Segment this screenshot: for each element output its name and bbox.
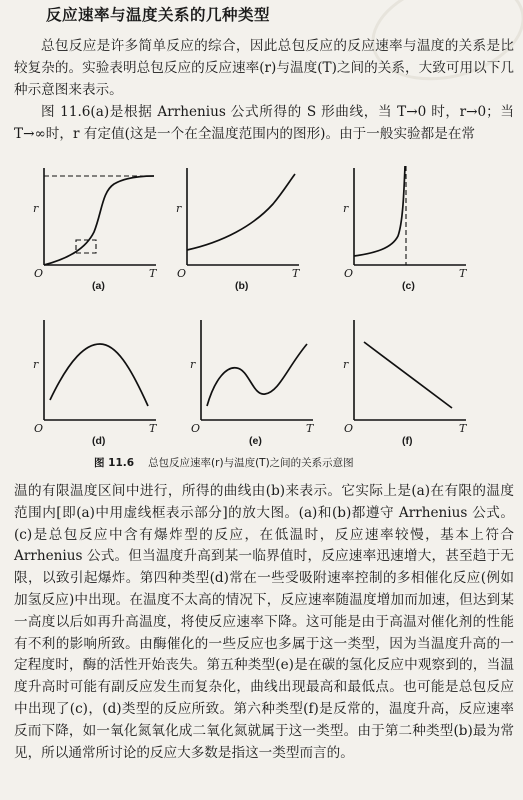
r-axis-label: r	[343, 358, 349, 371]
r-axis-label: r	[343, 202, 349, 215]
origin-label: O	[344, 267, 354, 280]
paragraph-figure-intro: 图 11.6(a)是根据 Arrhenius 公式所得的 S 形曲线，当 T→0 时，r→0；当 T→∞时，r 有定值(这是一个在全温度范围内的图形)。由于一般实验都是在常	[14, 104, 514, 142]
r-axis-label: r	[33, 358, 39, 371]
panel-a	[30, 160, 160, 292]
panel-b-plot	[173, 160, 303, 272]
figure-caption-text: 总包反应速率(r)与温度(T)之间的关系示意图	[148, 457, 354, 469]
zoom-box	[76, 240, 96, 253]
origin-label: O	[191, 422, 201, 435]
panel-b-label: (b)	[235, 280, 249, 292]
t-axis-label: T	[292, 267, 300, 280]
panel-a-label: (a)	[92, 280, 105, 292]
paragraph-explanation: 温的有限温度区间中进行，所得的曲线由(b)来表示。它实际上是(a)在有限的温度范围内[即(a)中用虚线框表示部分]的放大图。(a)和(b)都遵守 Arrhenius 公式。(c)是总包反应中含有爆炸型的反应，在低温时，反应速率较慢，基本上符合 Arrhenius 公式。但当温度升高到某一临界值时，反应速率迅速增大，甚至趋于无限，以致引起爆炸。第四种类型(d)常在一些受吸附速率控制的多相催化反应(例如加氢反应)中出现。在温度不太高的情况下，反应速率随温度增加而加速，但达到某一高度以后如再升高温度，将使反应速率下降。这可能是由于高温对催化剂的性能有不利的影响所致。由酶催化的一些反应也多属于这一类型，因为当温度升高的一定程度时，酶的活性开始丧失。第五种类型(e)是在碳的氢化反应中观察到的，当温度升高时可能有副反应发生而复杂化，曲线出现最高和最低点。也可能是总包反应中出现了(c)，(d)类型的反应所致。第六种类型(f)是反常的，温度升高，反应速率反而下降，如一氧化氮氧化成二氧化氮就属于这一类型。由于第二种类型(b)最为常见，所以通常所讨论的反应大多数是指这一类型而言的。	[14, 483, 514, 761]
panel-e-label: (e)	[249, 435, 262, 447]
panel-c	[340, 160, 470, 292]
panel-f-plot	[340, 318, 470, 430]
panel-d-label: (d)	[92, 435, 106, 447]
origin-label: O	[344, 422, 354, 435]
t-axis-label: T	[459, 267, 467, 280]
r-axis-label: r	[190, 358, 196, 371]
figure-number: 图 11.6	[94, 457, 135, 469]
explosion-curve	[354, 166, 405, 256]
figure-caption	[94, 455, 354, 470]
t-axis-label: T	[149, 267, 157, 280]
panel-b	[173, 160, 303, 292]
t-axis-label: T	[306, 422, 314, 435]
panel-e	[187, 318, 317, 447]
decreasing-line	[364, 342, 452, 408]
panel-f	[340, 318, 470, 447]
r-axis-label: r	[33, 202, 39, 215]
panel-d-plot	[30, 318, 160, 430]
panel-d	[30, 318, 160, 447]
r-axis-label: r	[176, 202, 182, 215]
t-axis-label: T	[149, 422, 157, 435]
origin-label: O	[34, 422, 44, 435]
rise-fall-curve	[50, 344, 148, 406]
panel-f-label: (f)	[402, 435, 413, 447]
panel-a-plot	[30, 160, 160, 272]
paragraph-intro: 总包反应是许多简单反应的综合，因此总包反应的反应速率与温度的关系是比较复杂的。实验表明总包反应的反应速率(r)与温度(T)之间的关系，大致可用以下几种示意图来表示。	[14, 38, 514, 98]
origin-label: O	[177, 267, 187, 280]
panel-e-plot	[187, 318, 317, 430]
s-curve	[44, 176, 154, 265]
section-heading: 反应速率与温度关系的几种类型	[46, 6, 271, 24]
exponential-curve	[187, 174, 295, 250]
t-axis-label: T	[459, 422, 467, 435]
origin-label: O	[34, 267, 44, 280]
panel-c-label: (c)	[402, 280, 415, 292]
panel-c-plot	[340, 160, 470, 272]
max-min-curve	[207, 344, 307, 406]
